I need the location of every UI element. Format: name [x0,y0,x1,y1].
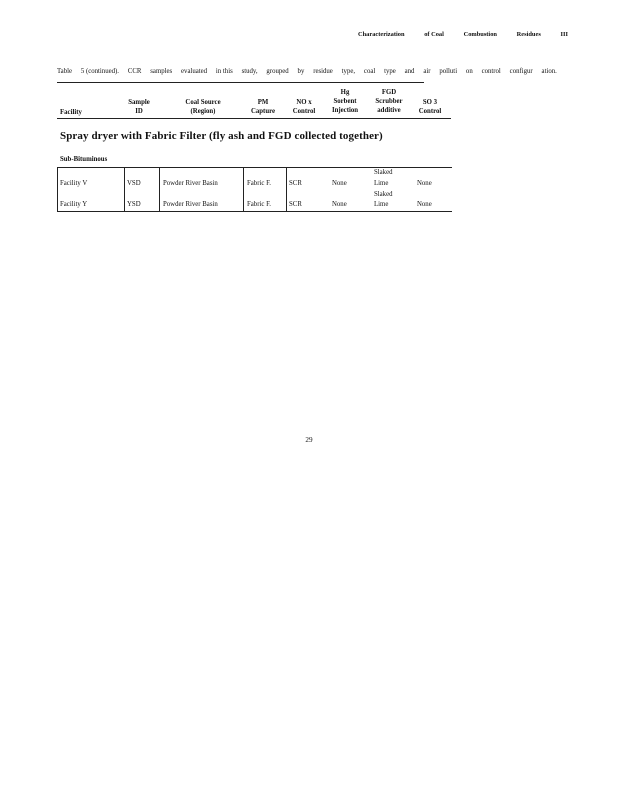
caption-word: air [423,68,431,75]
header-line: NO x [296,99,312,106]
table-cell-coal-source: Powder River Basin [163,180,218,187]
caption-word: grouped [266,68,289,75]
header-line: Sample [128,99,150,106]
running-header-word: Residues [516,31,541,38]
grid-line [286,167,287,211]
table-cell-so3-control: None [417,201,432,208]
caption-word: type, [341,68,356,75]
header-line: Coal Source [185,99,221,106]
header-line: Control [418,108,442,116]
subsection-label: Sub-Bituminous [60,156,108,163]
caption-word: in this [215,68,233,75]
table-cell-fgd-additive: Lime [374,201,389,208]
header-line: Injection [331,107,359,115]
header-nox-control [286,98,322,116]
table-cell-hg-sorbent: None [332,201,347,208]
grid-line [57,167,58,211]
header-line: PM [257,99,269,106]
header-line: Sorbent [333,98,357,106]
header-facility [60,108,82,117]
table-cell-coal-source: Powder River Basin [163,201,218,208]
header-fgd-scrubber [369,88,409,116]
grid-line [159,167,160,211]
header-sample-id [124,98,154,116]
header-pm-capture [243,98,283,116]
header-hg-sorbent [325,88,365,116]
header-line: Capture [250,108,276,116]
caption-word: Table [57,68,72,75]
header-bottom-rule [57,118,451,119]
table-cell-facility: Facility V [60,180,88,187]
grid-line [243,167,244,211]
caption-word: on [465,68,473,75]
caption-word: configur [509,68,533,75]
header-coal-source [168,98,238,116]
caption-word: 5 (continued). [80,68,119,75]
header-line: Scrubber [375,98,403,106]
caption-word: ation. [541,68,557,75]
table-cell-pm-capture: Fabric F. [247,201,271,208]
header-line: ID [135,108,143,116]
caption-word: coal [363,68,376,75]
table-cell-hg-sorbent: None [332,180,347,187]
running-header-word: Characterization [358,31,405,38]
caption-word: and [404,68,415,75]
table-cell-sample-id: VSD [127,180,141,187]
data-top-rule [57,167,452,168]
table-cell-so3-control: None [417,180,432,187]
table-cell-fgd-additive: Lime [374,180,389,187]
table-cell-facility: Facility Y [60,201,88,208]
header-so3-control [412,98,448,116]
table-cell-pm-capture: Fabric F. [247,180,271,187]
section-title: Spray dryer with Fabric Filter (fly ash and FGD collected together) [60,130,383,142]
header-line: (Region) [190,108,216,116]
header-line: Hg [340,89,350,96]
table-cell-fgd-additive: Slaked [374,191,393,198]
grid-line [124,167,125,211]
header-line: additive [377,107,401,115]
caption-word: by [297,68,305,75]
running-header-word: III [560,31,568,38]
header-line: FGD [381,89,397,96]
caption-word: samples [150,68,173,75]
caption-word: CCR [127,68,142,75]
table-caption [57,68,557,75]
page-number: 29 [305,436,313,444]
caption-word: control [481,68,501,75]
caption-word: type [384,68,396,75]
table-cell-nox-control: SCR [289,180,302,187]
caption-word: polluti [439,68,458,75]
caption-word: study, [241,68,258,75]
running-header [358,31,568,38]
running-header-word: Combustion [463,31,497,38]
running-header-word: of Coal [424,31,444,38]
data-bottom-rule [57,211,452,212]
caption-word: evaluated [181,68,208,75]
header-facility-line: Facility [60,109,82,116]
table-cell-fgd-additive: Slaked [374,169,393,176]
header-line: Control [292,108,316,116]
caption-word: residue [313,68,333,75]
header-line: SO 3 [422,99,438,106]
table-cell-nox-control: SCR [289,201,302,208]
table-top-rule [57,82,424,83]
table-cell-sample-id: YSD [127,201,141,208]
